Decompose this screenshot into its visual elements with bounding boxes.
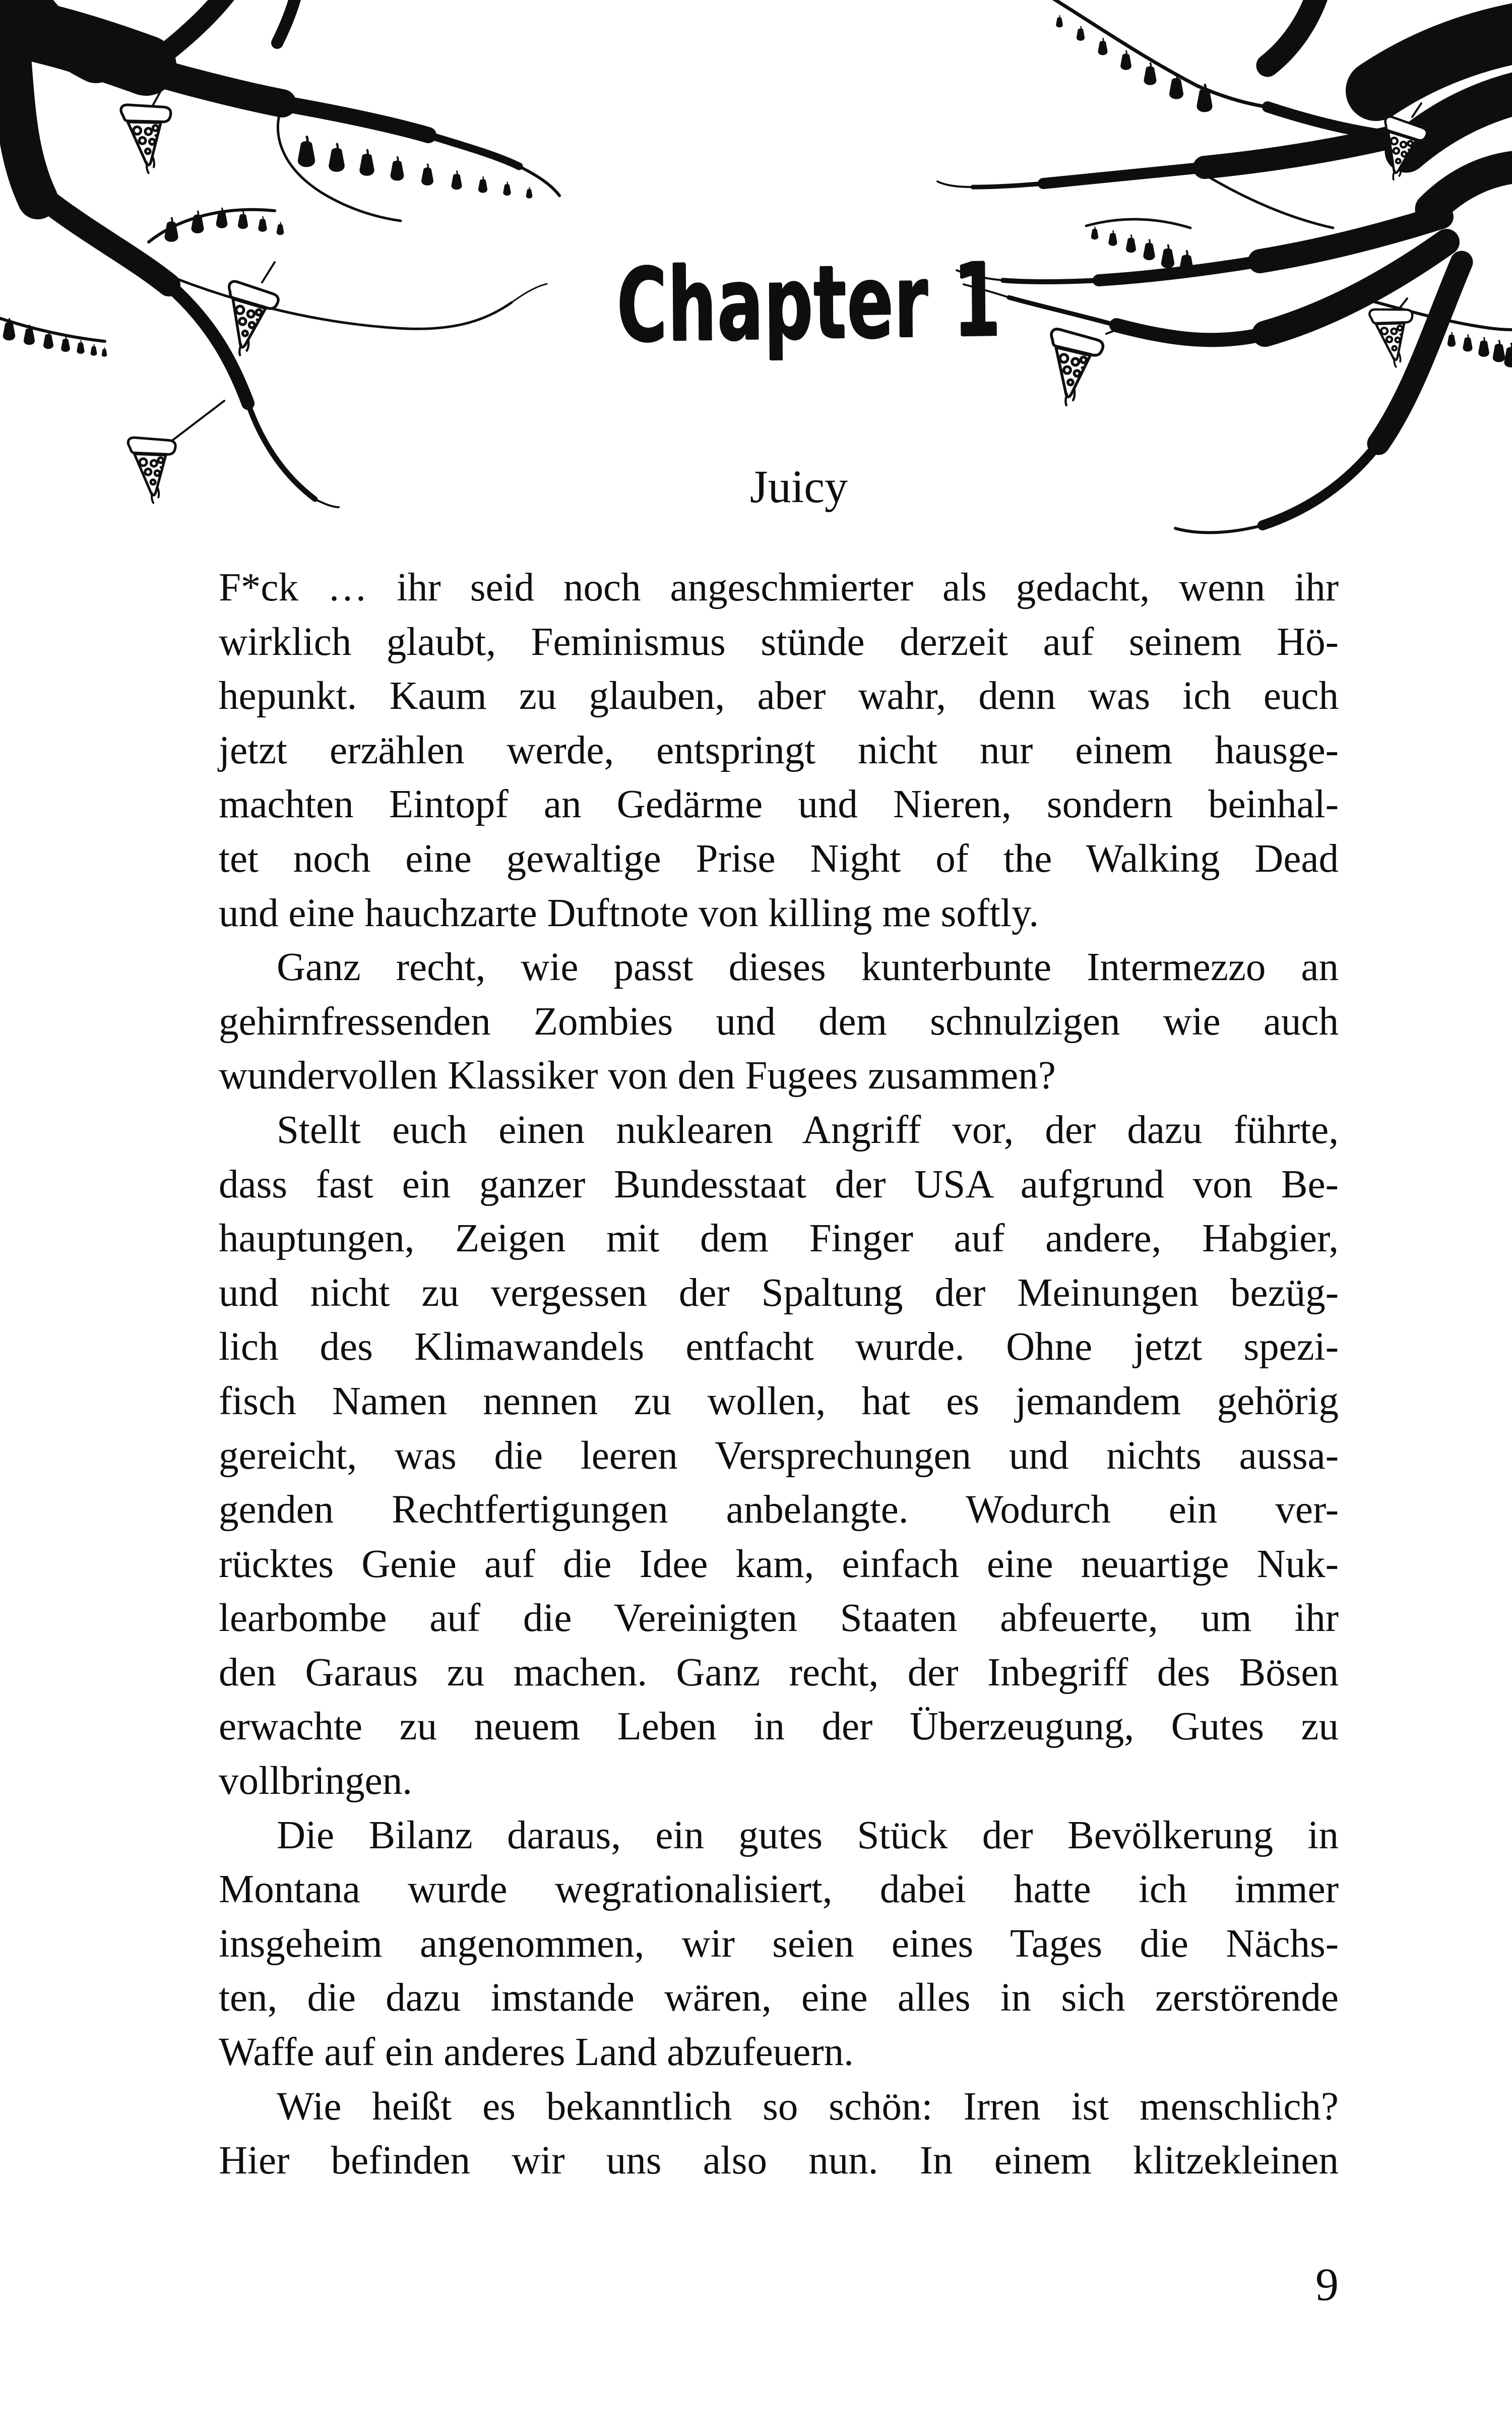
- body-line: learbombe auf die Vereinigten Staaten abfeuerte, um ihr: [219, 1596, 1339, 1641]
- body-line: vollbringen.: [219, 1759, 412, 1803]
- body-line: hauptungen, Zeigen mit dem Finger auf andere, Habgier,: [219, 1217, 1339, 1261]
- bellflower-garland: [1056, 15, 1212, 112]
- section-title: Juicy: [749, 461, 848, 512]
- paragraph: [219, 561, 1339, 940]
- body-line: gehirnfressenden Zombies und dem schnulzigen wie auch: [219, 999, 1339, 1044]
- bellflower-garland: [298, 136, 532, 199]
- bellflower-garland: [165, 208, 284, 241]
- paragraph: [219, 1808, 1339, 2080]
- paragraph: [219, 2080, 1339, 2188]
- body-line: Waffe auf ein anderes Land abzufeuern.: [219, 2030, 854, 2075]
- body-line: Stellt euch einen nuklearen Angriff vor, der dazu führte,: [277, 1108, 1339, 1152]
- body-line: rücktes Genie auf die Idee kam, einfach eine neuartige Nuk-: [219, 1542, 1339, 1586]
- body-line: tet noch eine gewaltige Prise Night of the Walking Dead: [219, 836, 1339, 881]
- body-line: Hier befinden wir uns also nun. In einem klitzekleinen: [219, 2139, 1339, 2183]
- body-line: Die Bilanz daraus, ein gutes Stück der Bevölkerung in: [277, 1813, 1339, 1857]
- body-line: gereicht, was die leeren Versprechungen und nichts aussa-: [219, 1433, 1339, 1478]
- body-line: machten Eintopf an Gedärme und Nieren, sondern beinhal-: [219, 782, 1339, 827]
- body-line: jetzt erzählen werde, entspringt nicht nur einem hausge-: [219, 728, 1339, 772]
- body-line: dass fast ein ganzer Bundesstaat der USA aufgrund von Be-: [219, 1162, 1339, 1206]
- body-line: insgeheim angenommen, wir seien eines Tages die Nächs-: [219, 1921, 1339, 1966]
- body-line: ten, die dazu imstande wären, eine alles in sich zerstörende: [219, 1976, 1339, 2020]
- body-line: F*ck … ihr seid noch angeschmierter als gedacht, wenn ihr: [219, 566, 1339, 610]
- paragraph: [219, 940, 1339, 1103]
- chapter-title-text: Chapter 1: [616, 240, 1002, 365]
- pizza-slice-icon: [120, 100, 177, 175]
- paragraph: [219, 1103, 1339, 1808]
- body-text: [219, 561, 1339, 2188]
- body-line: hepunkt. Kaum zu glauben, aber wahr, denn was ich euch: [219, 674, 1339, 718]
- body-line: fisch Namen nennen zu wollen, hat es jemandem gehörig: [219, 1379, 1339, 1423]
- body-line: erwachte zu neuem Leben in der Überzeugung, Gutes zu: [219, 1705, 1339, 1749]
- body-line: wundervollen Klassiker von den Fugees zusammen?: [219, 1054, 1056, 1098]
- page-number: 9: [1315, 2259, 1339, 2310]
- body-line: lich des Klimawandels entfacht wurde. Ohne jetzt spezi-: [219, 1325, 1339, 1369]
- body-line: und eine hauchzarte Duftnote von killing me softly.: [219, 891, 1039, 935]
- body-line: und nicht zu vergessen der Spaltung der Meinungen bezüg-: [219, 1270, 1339, 1315]
- body-line: Wie heißt es bekanntlich so schön: Irren ist menschlich?: [277, 2084, 1339, 2129]
- body-line: den Garaus zu machen. Ganz recht, der Inbegriff des Bösen: [219, 1650, 1339, 1695]
- chapter-title: [222, 237, 1341, 368]
- body-line: genden Rechtfertigungen anbelangte. Wodurch ein ver-: [219, 1488, 1339, 1532]
- body-line: Ganz recht, wie passt dieses kunterbunte Intermezzo an: [277, 945, 1339, 990]
- pizza-slice-icon: [128, 434, 180, 505]
- body-line: wirklich glaubt, Feminismus stünde derzeit auf seinem Hö-: [219, 620, 1339, 664]
- body-line: Montana wurde wegrationalisiert, dabei hatte ich immer: [219, 1867, 1339, 1912]
